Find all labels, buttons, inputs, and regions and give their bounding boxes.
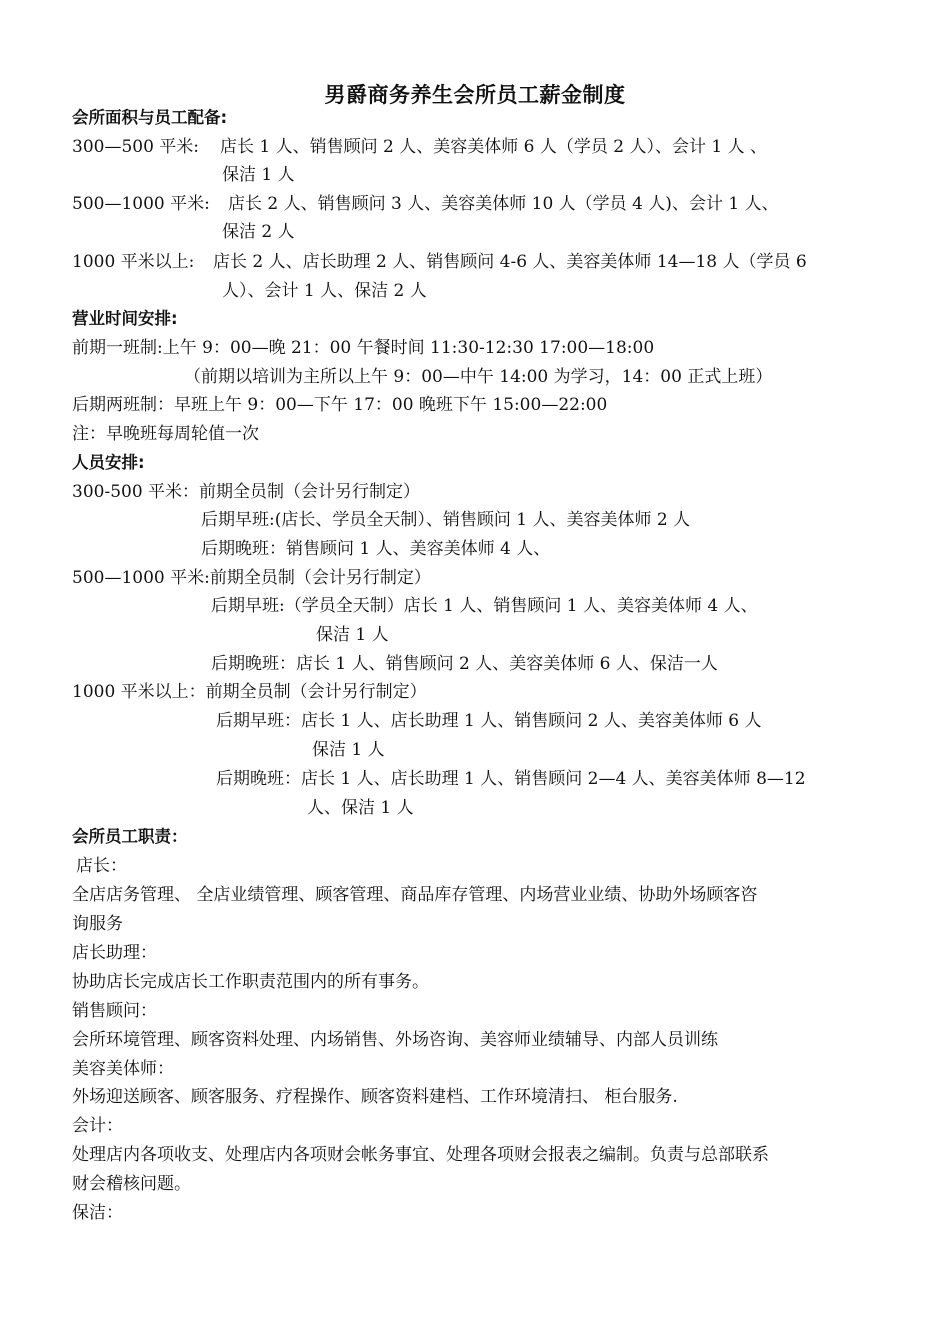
staffing-row-label: 300—500 平米: xyxy=(72,137,200,157)
hours-line: 后期两班制：早班上午 9：00—下午 17：00 晚班下午 15:00—22:00 xyxy=(72,395,608,415)
arrangement-line: 500—1000 平米:前期全员制（会计另行制定） xyxy=(72,568,431,588)
duty-description: 外场迎送顾客、顾客服务、疗程操作、顾客资料建档、工作环境清扫、 柜台服务. xyxy=(72,1087,678,1107)
staffing-row-text: 店长 2 人、销售顾问 3 人、美容美体师 10 人（学员 4 人)、会计 1 人、 xyxy=(228,194,779,214)
arrangement-line: 人、保洁 1 人 xyxy=(307,798,414,818)
staffing-row-continuation: 保洁 2 人 xyxy=(222,222,295,242)
duty-role-label: 店长： xyxy=(76,856,127,876)
hours-line: （前期以培训为主所以上午 9：00—中午 14:00 为学习，14：00 正式上班） xyxy=(184,367,773,387)
arrangement-line: 保洁 1 人 xyxy=(312,740,385,760)
hours-line: 前期一班制:上午 9：00—晚 21：00 午餐时间 11:30-12:30 17:00—18:00 xyxy=(72,338,655,358)
staffing-row-continuation: 人）、会计 1 人、保洁 2 人 xyxy=(222,281,427,301)
arrangement-line: 后期早班:（学员全天制）店长 1 人、销售顾问 1 人、美容美体师 4 人、 xyxy=(211,596,758,616)
arrangement-line: 后期早班:(店长、学员全天制）、销售顾问 1 人、美容美体师 2 人 xyxy=(201,510,691,530)
arrangement-line: 后期早班：店长 1 人、店长助理 1 人、销售顾问 2 人、美容美体师 6 人 xyxy=(216,711,762,731)
arrangement-line: 后期晚班：店长 1 人、店长助理 1 人、销售顾问 2—4 人、美容美体师 8—12 xyxy=(216,769,806,789)
hours-heading: 营业时间安排: xyxy=(72,309,178,328)
duty-description: 询服务 xyxy=(72,914,123,934)
arrangement-line: 保洁 1 人 xyxy=(316,625,389,645)
arrangement-heading: 人员安排: xyxy=(72,453,145,472)
arrangement-line: 300-500 平米：前期全员制（会计另行制定） xyxy=(72,482,421,502)
arrangement-line: 后期晚班：店长 1 人、销售顾问 2 人、美容美体师 6 人、保洁一人 xyxy=(211,654,718,674)
staffing-heading: 会所面积与员工配备: xyxy=(72,108,228,127)
duty-role-label: 保洁： xyxy=(72,1203,123,1223)
arrangement-line: 后期晚班：销售顾问 1 人、美容美体师 4 人、 xyxy=(201,539,551,559)
staffing-row-label: 1000 平米以上: xyxy=(72,252,195,272)
duty-role-label: 会计： xyxy=(72,1116,123,1136)
staffing-row-text: 店长 1 人、销售顾问 2 人、美容美体师 6 人（学员 2 人）、会计 1 人 、 xyxy=(220,137,768,157)
staffing-row-continuation: 保洁 1 人 xyxy=(222,165,295,185)
hours-note: 注：早晚班每周轮值一次 xyxy=(72,424,259,444)
duty-description: 处理店内各项收支、处理店内各项财会帐务事宜、处理各项财会报表之编制。负责与总部联系 xyxy=(72,1145,769,1165)
arrangement-line: 1000 平米以上：前期全员制（会计另行制定） xyxy=(72,682,427,702)
duty-description: 全店店务管理、 全店业绩管理、顾客管理、商品库存管理、内场营业业绩、协助外场顾客咨 xyxy=(72,885,758,905)
duty-description: 协助店长完成店长工作职责范围内的所有事务。 xyxy=(72,972,429,992)
duty-role-label: 销售顾问： xyxy=(72,1001,157,1021)
duty-role-label: 店长助理： xyxy=(72,943,157,963)
document-title: 男爵商务养生会所员工薪金制度 xyxy=(324,83,626,107)
duty-role-label: 美容美体师： xyxy=(72,1059,174,1079)
staffing-row-label: 500—1000 平米: xyxy=(72,194,210,214)
duties-heading: 会所员工职责： xyxy=(72,827,188,846)
duty-description: 会所环境管理、顾客资料处理、内场销售、外场咨询、美容师业绩辅导、内部人员训练 xyxy=(72,1030,718,1050)
staffing-row-text: 店长 2 人、店长助理 2 人、销售顾问 4-6 人、美容美体师 14—18 人（学员 6 xyxy=(213,252,807,272)
duty-description: 财会稽核问题。 xyxy=(72,1174,191,1194)
